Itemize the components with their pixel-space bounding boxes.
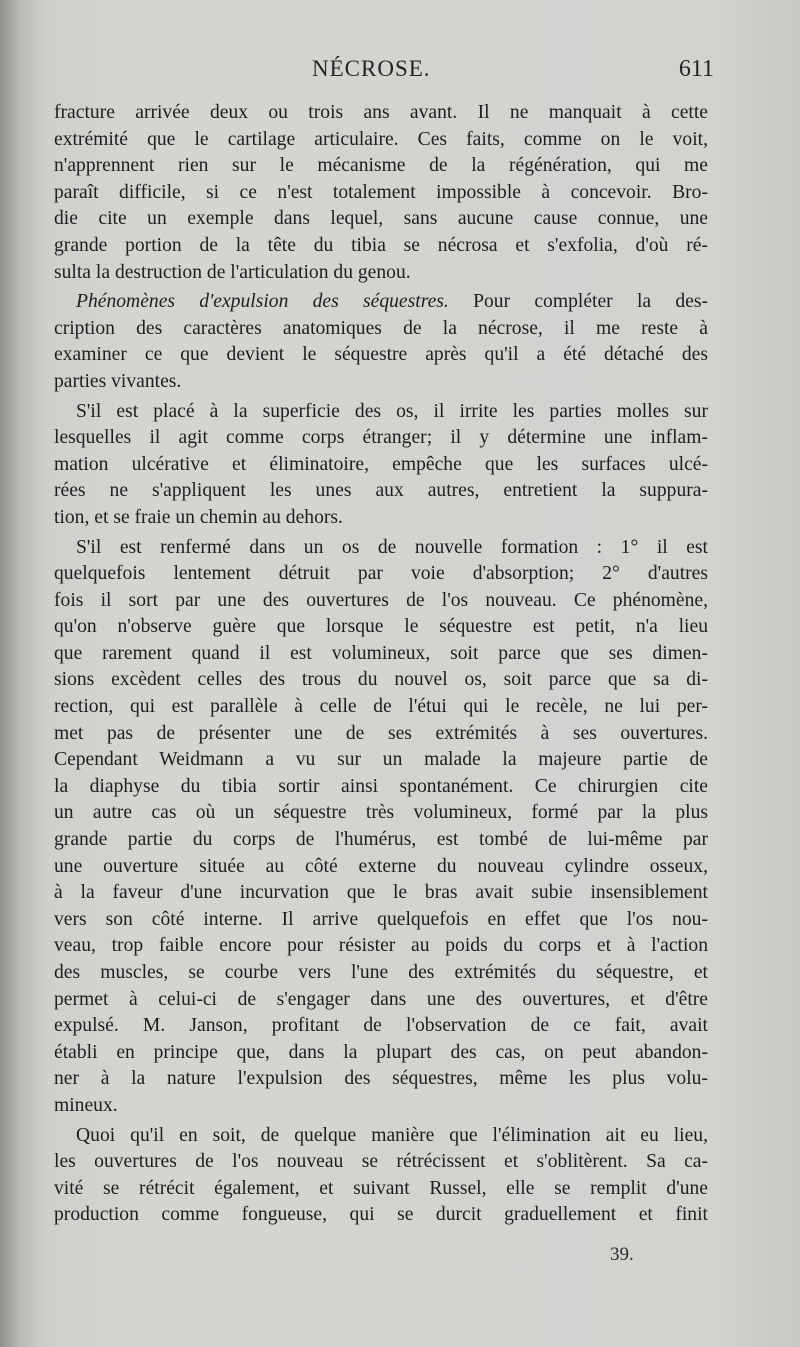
line-text: vers son côté interne. Il arrive quelquefois en effet que l'os nou-	[54, 908, 708, 930]
line-text: examiner ce que devient le séquestre après qu'il a été détaché des	[54, 344, 708, 366]
text-line	[54, 694, 708, 721]
text-line	[54, 987, 708, 1014]
text-line	[54, 1202, 708, 1229]
line-text: tion, et se fraie un chemin au dehors.	[54, 506, 343, 528]
line-text: fois il sort par une des ouvertures de l'os nouveau. Ce phénomène,	[54, 589, 708, 611]
text-line	[54, 316, 708, 343]
line-text: extrémité que le cartilage articulaire. Ces faits, comme on le voit,	[54, 128, 708, 150]
line-text: qu'on n'observe guère que lorsque le séquestre est petit, n'a lieu	[54, 616, 708, 638]
line-text: permet à celui-ci de s'engager dans une des ouvertures, et d'être	[54, 988, 708, 1010]
section-heading: Phénomènes d'expulsion des séquestres.	[76, 291, 449, 313]
line-text: Cependant Weidmann a vu sur un malade la majeure partie de	[54, 749, 708, 771]
text-line	[54, 535, 708, 562]
text-line	[54, 721, 708, 748]
line-text: S'il est placé à la superficie des os, il irrite les parties molles sur	[76, 400, 708, 422]
line-text: à la faveur d'une incurvation que le bras avait subie insensiblement	[54, 882, 708, 904]
line-text: S'il est renfermé dans un os de nouvelle formation : 1° il est	[76, 536, 708, 558]
line-text: met pas de présenter une de ses extrémités à ses ouvertures.	[54, 722, 708, 744]
line-text: rées ne s'appliquent les unes aux autres, entretient la suppura-	[54, 480, 708, 502]
line-text: la diaphyse du tibia sortir ainsi spontanément. Ce chirurgien cite	[54, 775, 708, 797]
text-line	[54, 260, 708, 287]
text-line	[54, 1013, 708, 1040]
line-text: mation ulcérative et éliminatoire, empêche que les surfaces ulcé-	[54, 453, 708, 475]
text-line	[54, 907, 708, 934]
binding-gutter	[0, 0, 18, 1347]
line-text: vité se rétrécit également, et suivant Russel, elle se remplit d'une	[54, 1177, 708, 1199]
line-text: Pour compléter la des-	[448, 291, 708, 313]
signature-mark: 39.	[610, 1244, 634, 1265]
text-line	[54, 774, 708, 801]
running-title: NÉCROSE.	[312, 56, 431, 81]
text-line	[54, 1066, 708, 1093]
text-line	[54, 561, 708, 588]
text-line	[54, 342, 708, 369]
text-line	[54, 127, 708, 154]
line-text: die cite un exemple dans lequel, sans aucune cause connue, une	[54, 208, 708, 230]
line-text: rection, qui est parallèle à celle de l'étui qui le recèle, ne lui per-	[54, 696, 708, 718]
line-text: expulsé. M. Janson, profitant de l'observation de ce fait, avait	[54, 1015, 708, 1037]
text-line	[54, 827, 708, 854]
text-line	[54, 1176, 708, 1203]
text-line	[54, 452, 708, 479]
line-text: parties vivantes.	[54, 370, 182, 392]
text-line	[54, 153, 708, 180]
text-line	[54, 1040, 708, 1067]
line-text: des muscles, se courbe vers l'une des extrémités du séquestre, et	[54, 962, 708, 983]
text-line	[54, 933, 708, 960]
text-line	[54, 1093, 708, 1120]
line-text: que rarement quand il est volumineux, soit parce que ses dimen-	[54, 642, 708, 664]
text-line	[54, 399, 708, 426]
text-line	[54, 747, 708, 774]
text-line	[54, 800, 708, 827]
line-text: quelquefois lentement détruit par voie d'absorption; 2° d'autres	[54, 563, 708, 585]
text-line	[54, 369, 708, 396]
body-text	[54, 100, 708, 1229]
text-line	[54, 854, 708, 881]
text-line	[54, 614, 708, 641]
line-text: sulta la destruction de l'articulation du genou.	[54, 261, 411, 283]
line-text: ner à la nature l'expulsion des séquestres, même les plus volu-	[54, 1068, 708, 1090]
text-line	[54, 180, 708, 207]
text-line	[54, 641, 708, 668]
line-text: fracture arrivée deux ou trois ans avant. Il ne manquait à cette	[54, 102, 708, 123]
line-text: lesquelles il agit comme corps étranger; il y détermine une inflam-	[54, 427, 708, 449]
line-text: cription des caractères anatomiques de la nécrose, il me reste à	[54, 317, 708, 339]
line-text: Quoi qu'il en soit, de quelque manière que l'élimination ait eu lieu,	[76, 1124, 708, 1146]
line-text: n'apprennent rien sur le mécanisme de la régénération, qui me	[54, 155, 708, 177]
text-line	[54, 100, 708, 127]
text-line	[54, 667, 708, 694]
text-line	[54, 588, 708, 615]
text-line	[54, 478, 708, 505]
page-header	[54, 56, 714, 86]
line-text: veau, trop faible encore pour résister au poids du corps et à l'action	[54, 935, 708, 957]
line-text: les ouvertures de l'os nouveau se rétrécissent et s'oblitèrent. Sa ca-	[54, 1151, 708, 1173]
line-text: production comme fongueuse, qui se durcit graduellement et finit	[54, 1204, 708, 1226]
line-text: une ouverture située au côté externe du nouveau cylindre osseux,	[54, 855, 708, 877]
text-line	[54, 206, 708, 233]
line-text: sions excèdent celles des trous du nouvel os, soit parce que sa di-	[54, 669, 708, 691]
text-line	[54, 1123, 708, 1150]
text-line	[54, 1149, 708, 1176]
text-line	[54, 425, 708, 452]
line-text: un autre cas où un séquestre très volumineux, formé par la plus	[54, 802, 708, 824]
line-text: grande partie du corps de l'humérus, est tombé de lui-même par	[54, 829, 708, 851]
line-text: paraît difficile, si ce n'est totalement impossible à concevoir. Bro-	[54, 181, 708, 203]
text-line	[54, 960, 708, 987]
page-number: 611	[678, 56, 714, 82]
line-text: grande portion de la tête du tibia se nécrosa et s'exfolia, d'où ré-	[54, 234, 708, 256]
text-line	[54, 880, 708, 907]
text-line	[54, 505, 708, 532]
text-line	[54, 233, 708, 260]
line-text: mineux.	[54, 1094, 118, 1116]
line-text: établi en principe que, dans la plupart des cas, on peut abandon-	[54, 1041, 708, 1063]
text-line	[54, 289, 708, 316]
